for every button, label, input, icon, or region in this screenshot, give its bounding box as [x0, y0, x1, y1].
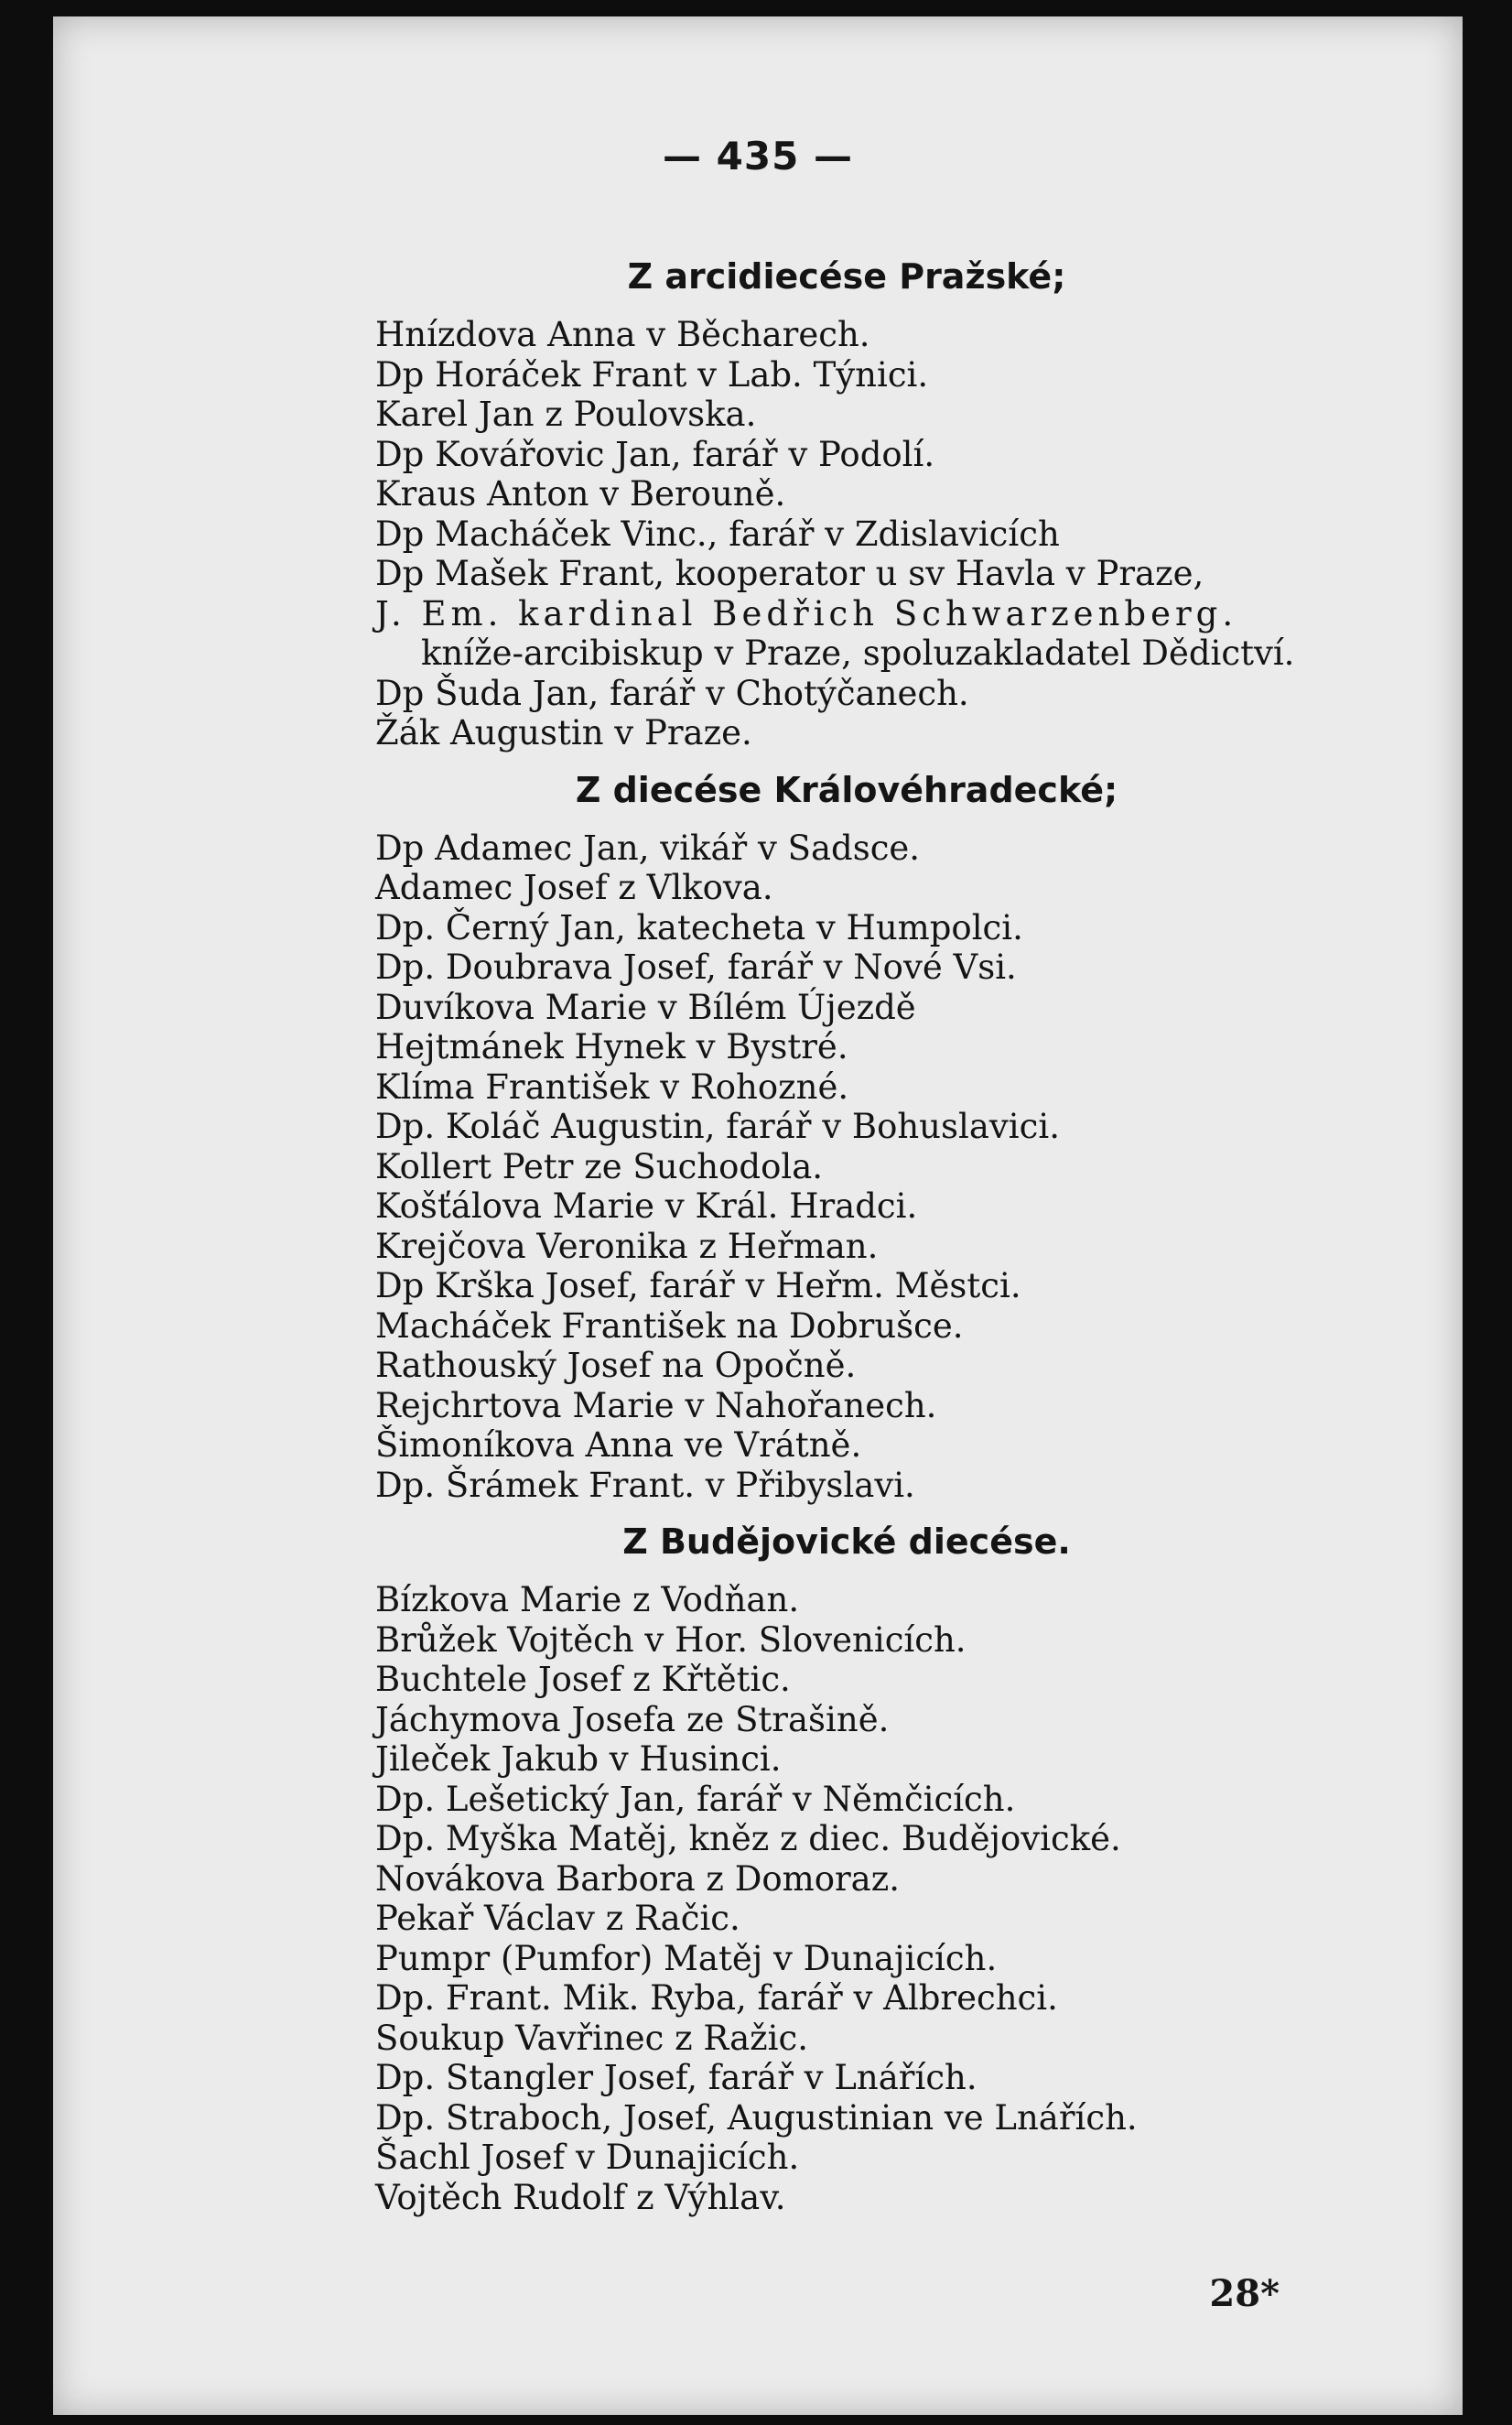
list-item: Dp Krška Josef, farář v Heřm. Městci.	[375, 1266, 1021, 1305]
list-item: Dp Horáček Frant v Lab. Týnici.	[375, 354, 929, 395]
list-item: Dp Kovářovic Jan, farář v Podolí.	[375, 434, 935, 474]
entry-list	[375, 828, 1428, 1506]
section-prague	[375, 256, 1428, 753]
list-item: Dp Macháček Vinc., farář v Zdislavicích	[375, 514, 1060, 554]
list-item: Dp. Koláč Augustin, farář v Bohuslavici.	[375, 1107, 1060, 1146]
list-item: Jáchymova Josefa ze Strašině.	[375, 1699, 890, 1739]
page-number: — 435 —	[663, 134, 853, 179]
list-item: Šimoníkova Anna ve Vrátně.	[375, 1425, 862, 1465]
list-item: Jileček Jakub v Husinci.	[375, 1739, 782, 1779]
list-item: Dp. Frant. Mik. Ryba, farář v Albrechci.	[375, 1978, 1058, 2018]
list-item: Dp. Doubrava Josef, farář v Nové Vsi.	[375, 947, 1017, 987]
list-item: Pekař Václav z Račic.	[375, 1899, 740, 1938]
list-item: Dp. Lešetický Jan, farář v Němčicích.	[375, 1779, 1016, 1819]
list-item: Dp. Stangler Josef, farář v Lnářích.	[375, 2058, 977, 2097]
list-item: Pumpr (Pumfor) Matěj v Dunajicích.	[375, 1938, 998, 1978]
section-heading: Z arcidiecése Pražské;	[627, 256, 1066, 297]
list-item: Buchtele Josef z Křtětic.	[375, 1660, 791, 1699]
entry-list	[375, 315, 1428, 753]
list-item: Šachl Josef v Dunajicích.	[375, 2138, 800, 2177]
list-item: Dp. Myška Matěj, kněz z diec. Budějovické.	[375, 1819, 1121, 1858]
list-item: Dp Šuda Jan, farář v Chotýčanech.	[375, 673, 969, 713]
list-item: Adamec Josef z Vlkova.	[375, 868, 773, 907]
list-item: Žák Augustin v Praze.	[375, 713, 752, 752]
list-item: Klíma František v Rohozné.	[375, 1066, 849, 1107]
list-item: Brůžek Vojtěch v Hor. Slovenicích.	[375, 1619, 967, 1660]
list-item: Kraus Anton v Berouně.	[375, 474, 786, 514]
section-heading: Z diecése Královéhradecké;	[575, 769, 1118, 810]
list-item: Novákova Barbora z Domoraz.	[375, 1858, 900, 1899]
list-item: Bízkova Marie z Vodňan.	[375, 1580, 800, 1619]
list-item: Dp Mašek Frant, kooperator u sv Havla v Praze,	[375, 554, 1204, 593]
list-item: Dp. Černý Jan, katecheta v Humpolci.	[375, 907, 1023, 947]
list-item: Karel Jan z Poulovska.	[375, 395, 757, 434]
section-budejovice	[375, 1521, 1428, 2217]
list-item: Košťálova Marie v Král. Hradci.	[375, 1186, 918, 1226]
section-hradec	[375, 770, 1428, 1506]
sheet-signature: 28*	[1209, 2272, 1280, 2315]
list-item: Dp. Straboch, Josef, Augustinian ve Lnářích.	[375, 2097, 1138, 2138]
list-item: Dp. Šrámek Frant. v Přibyslavi.	[375, 1465, 915, 1505]
list-item: Vojtěch Rudolf z Výhlav.	[375, 2177, 786, 2217]
list-item: Duvíkova Marie v Bílém Újezdě	[375, 987, 916, 1027]
list-item: kníže-arcibiskup v Praze, spoluzakladatel Dědictví.	[421, 633, 1295, 673]
list-item: Rejchrtova Marie v Nahořanech.	[375, 1385, 937, 1425]
list-item: Hejtmánek Hynek v Bystré.	[375, 1027, 848, 1066]
list-item: Hnízdova Anna v Běcharech.	[375, 315, 870, 354]
list-item: Kollert Petr ze Suchodola.	[375, 1146, 824, 1186]
list-item: J. Em. kardinal Bedřich Schwarzenberg.	[375, 593, 1238, 633]
entry-list	[375, 1580, 1428, 2217]
list-item: Macháček František na Dobrušce.	[375, 1305, 964, 1346]
list-item: Dp Adamec Jan, vikář v Sadsce.	[375, 828, 921, 868]
list-item: Rathouský Josef na Opočně.	[375, 1346, 857, 1385]
page-content	[375, 256, 1428, 2217]
book-page	[53, 16, 1463, 2415]
list-item: Soukup Vavřinec z Ražic.	[375, 2018, 808, 2058]
list-item: Krejčova Veronika z Heřman.	[375, 1226, 879, 1266]
section-heading: Z Budějovické diecése.	[622, 1521, 1071, 1562]
